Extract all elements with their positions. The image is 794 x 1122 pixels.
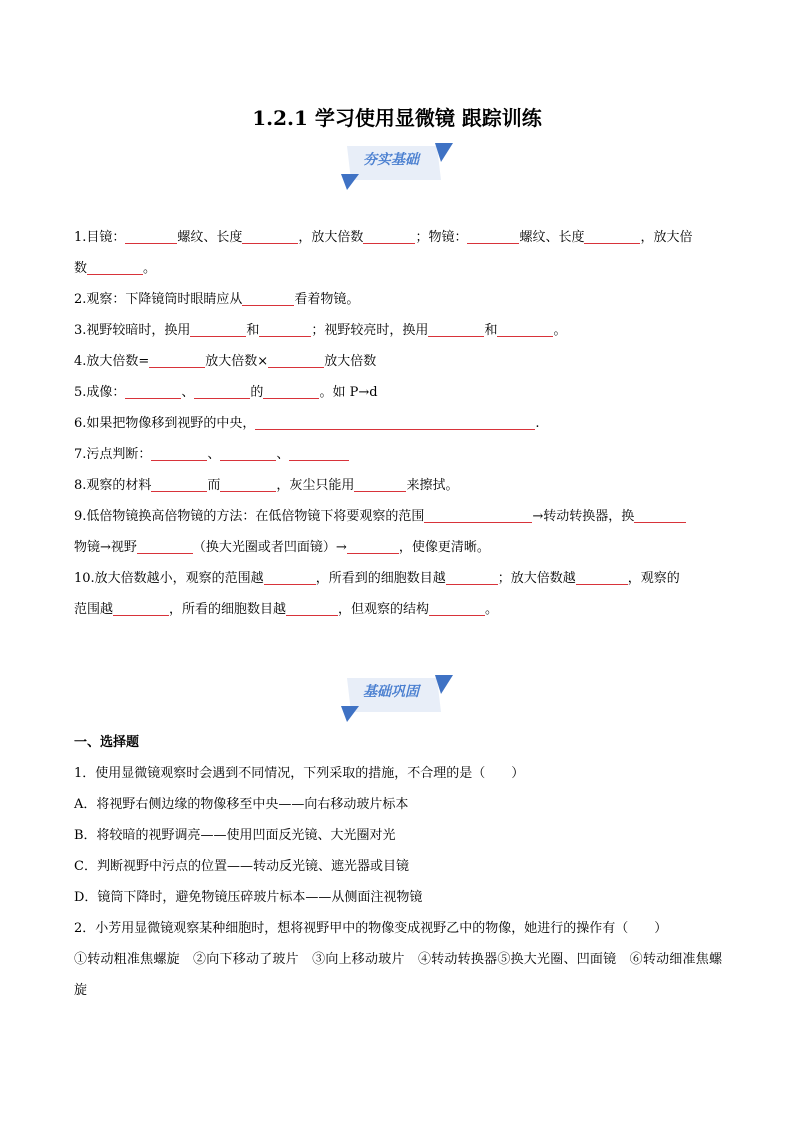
section-banner-basics [337,140,455,192]
question-text: 、 [181,385,195,400]
answer-blank[interactable] [242,288,294,306]
question-text: ，放大倍 [640,230,693,245]
question-text: 放大倍数× [205,354,269,369]
fill-in-section [74,222,722,625]
answer-blank[interactable] [125,226,177,244]
question-text: 和 [246,323,260,338]
answer-blank[interactable] [255,412,535,430]
question-text: 9.低倍物镜换高倍物镜的方法：在低倍物镜下将要观察的范围 [74,509,425,524]
answer-blank[interactable] [286,598,338,616]
fill-question-3 [74,315,722,346]
answer-blank[interactable] [289,443,349,461]
question-text: 来擦拭。 [406,478,459,493]
fill-question-2 [74,284,722,315]
question-text: ，放大倍数 [298,230,364,245]
answer-blank[interactable] [268,350,324,368]
question-text: 6.如果把物像移到视野的中央， [74,416,256,431]
answer-blank[interactable] [149,350,205,368]
question-text: 。如 P→d [319,385,378,400]
answer-blank[interactable] [576,567,628,585]
document-title: 1.2.1 学习使用显微镜 跟踪训练 [252,106,542,130]
fill-question-7 [74,439,722,470]
answer-blank[interactable] [429,598,485,616]
question-text: 螺纹、长度 [177,230,243,245]
answer-blank[interactable] [354,474,406,492]
answer-blank[interactable] [467,226,519,244]
answer-blank[interactable] [446,567,498,585]
fill-question-10 [74,563,722,625]
fill-question-9 [74,501,722,563]
choice-option-b[interactable]: B．将较暗的视野调亮——使用凹面反光镜、大光圈对光 [74,828,396,843]
choice-question-1-stem: 1．使用显微镜观察时会遇到不同情况，下列采取的措施，不合理的是（ ） [74,766,525,781]
question-text: 的 [250,385,264,400]
choice-option-a[interactable]: A．将视野右侧边缘的物像移至中央——向右移动玻片标本 [74,797,409,812]
question-text: 和 [484,323,498,338]
answer-blank[interactable] [151,474,207,492]
question-text: ；放大倍数越 [497,571,576,586]
fill-question-4 [74,346,722,377]
question-text: 。 [143,261,157,276]
question-text: ，但观察的结构 [338,602,430,617]
answer-blank[interactable] [194,381,250,399]
section-heading: 一、选择题 [74,735,140,750]
answer-blank[interactable] [264,567,316,585]
question-text: 、 [207,447,221,462]
question-text: 7.污点判断： [74,447,152,462]
question-text: ，所看的细胞数目越 [169,602,287,617]
question-text: 8.观察的材料 [74,478,152,493]
fill-question-6 [74,408,722,439]
choice-section [74,727,722,1006]
question-text: 而 [207,478,221,493]
question-text: 3.视野较暗时，换用 [74,323,191,338]
question-text: ，使像更清晰。 [398,540,490,555]
question-text: 2.观察：下降镜筒时眼睛应从 [74,292,243,307]
answer-blank[interactable] [497,319,553,337]
answer-blank[interactable] [113,598,169,616]
question-text: 数 [74,261,88,276]
choice-option-c[interactable]: C．判断视野中污点的位置——转动反光镜、遮光器或目镜 [74,859,409,874]
answer-blank[interactable] [259,319,311,337]
question-text: ；物镜： [415,230,468,245]
question-text: 物镜→视野 [74,540,137,555]
answer-blank[interactable] [220,474,276,492]
question-text: 放大倍数 [324,354,377,369]
banner-label: 基础巩固 [363,684,419,700]
question-text: 。 [553,323,567,338]
choice-option-d[interactable]: D．镜筒下降时，避免物镜压碎玻片标本——从侧面注视物镜 [74,890,423,905]
question-text: . [535,416,540,431]
question-text: ；视野较亮时，换用 [311,323,429,338]
answer-blank[interactable] [263,381,319,399]
fill-question-8 [74,470,722,501]
answer-blank[interactable] [242,226,298,244]
question-text: 4.放大倍数= [74,354,150,369]
answer-blank[interactable] [151,443,207,461]
question-text: 。 [485,602,499,617]
answer-blank[interactable] [363,226,415,244]
question-text: 看着物镜。 [294,292,360,307]
answer-blank[interactable] [190,319,246,337]
question-text: 5.成像： [74,385,126,400]
answer-blank[interactable] [220,443,276,461]
question-text: →转动转换器，换 [532,509,635,524]
answer-blank[interactable] [424,505,532,523]
question-text: 10.放大倍数越小，观察的范围越 [74,571,264,586]
fill-question-5 [74,377,722,408]
answer-blank[interactable] [137,536,193,554]
question-text: ，灰尘只能用 [276,478,355,493]
answer-blank[interactable] [428,319,484,337]
question-text: 螺纹、长度 [519,230,585,245]
answer-blank[interactable] [347,536,399,554]
question-text: 范围越 [74,602,114,617]
choice-question-2-options: ①转动粗准焦螺旋 ②向下移动了玻片 ③向上移动玻片 ④转动转换器⑤换大光圈、凹面镜 ⑥转动细准焦螺旋 [74,952,722,998]
question-text: 1.目镜： [74,230,126,245]
question-text: （换大光圈或者凹面镜）→ [192,540,347,555]
answer-blank[interactable] [125,381,181,399]
section-banner-consolidation [337,672,455,724]
question-text: 、 [276,447,290,462]
answer-blank[interactable] [87,257,143,275]
choice-question-2-stem: 2．小芳用显微镜观察某种细胞时，想将视野甲中的物像变成视野乙中的物像，她进行的操作有（ ） [74,921,668,936]
answer-blank[interactable] [634,505,686,523]
question-text: ，观察的 [627,571,680,586]
answer-blank[interactable] [584,226,640,244]
question-text: ，所看到的细胞数目越 [315,571,446,586]
fill-question-1 [74,222,722,284]
banner-label: 夯实基础 [363,152,419,168]
